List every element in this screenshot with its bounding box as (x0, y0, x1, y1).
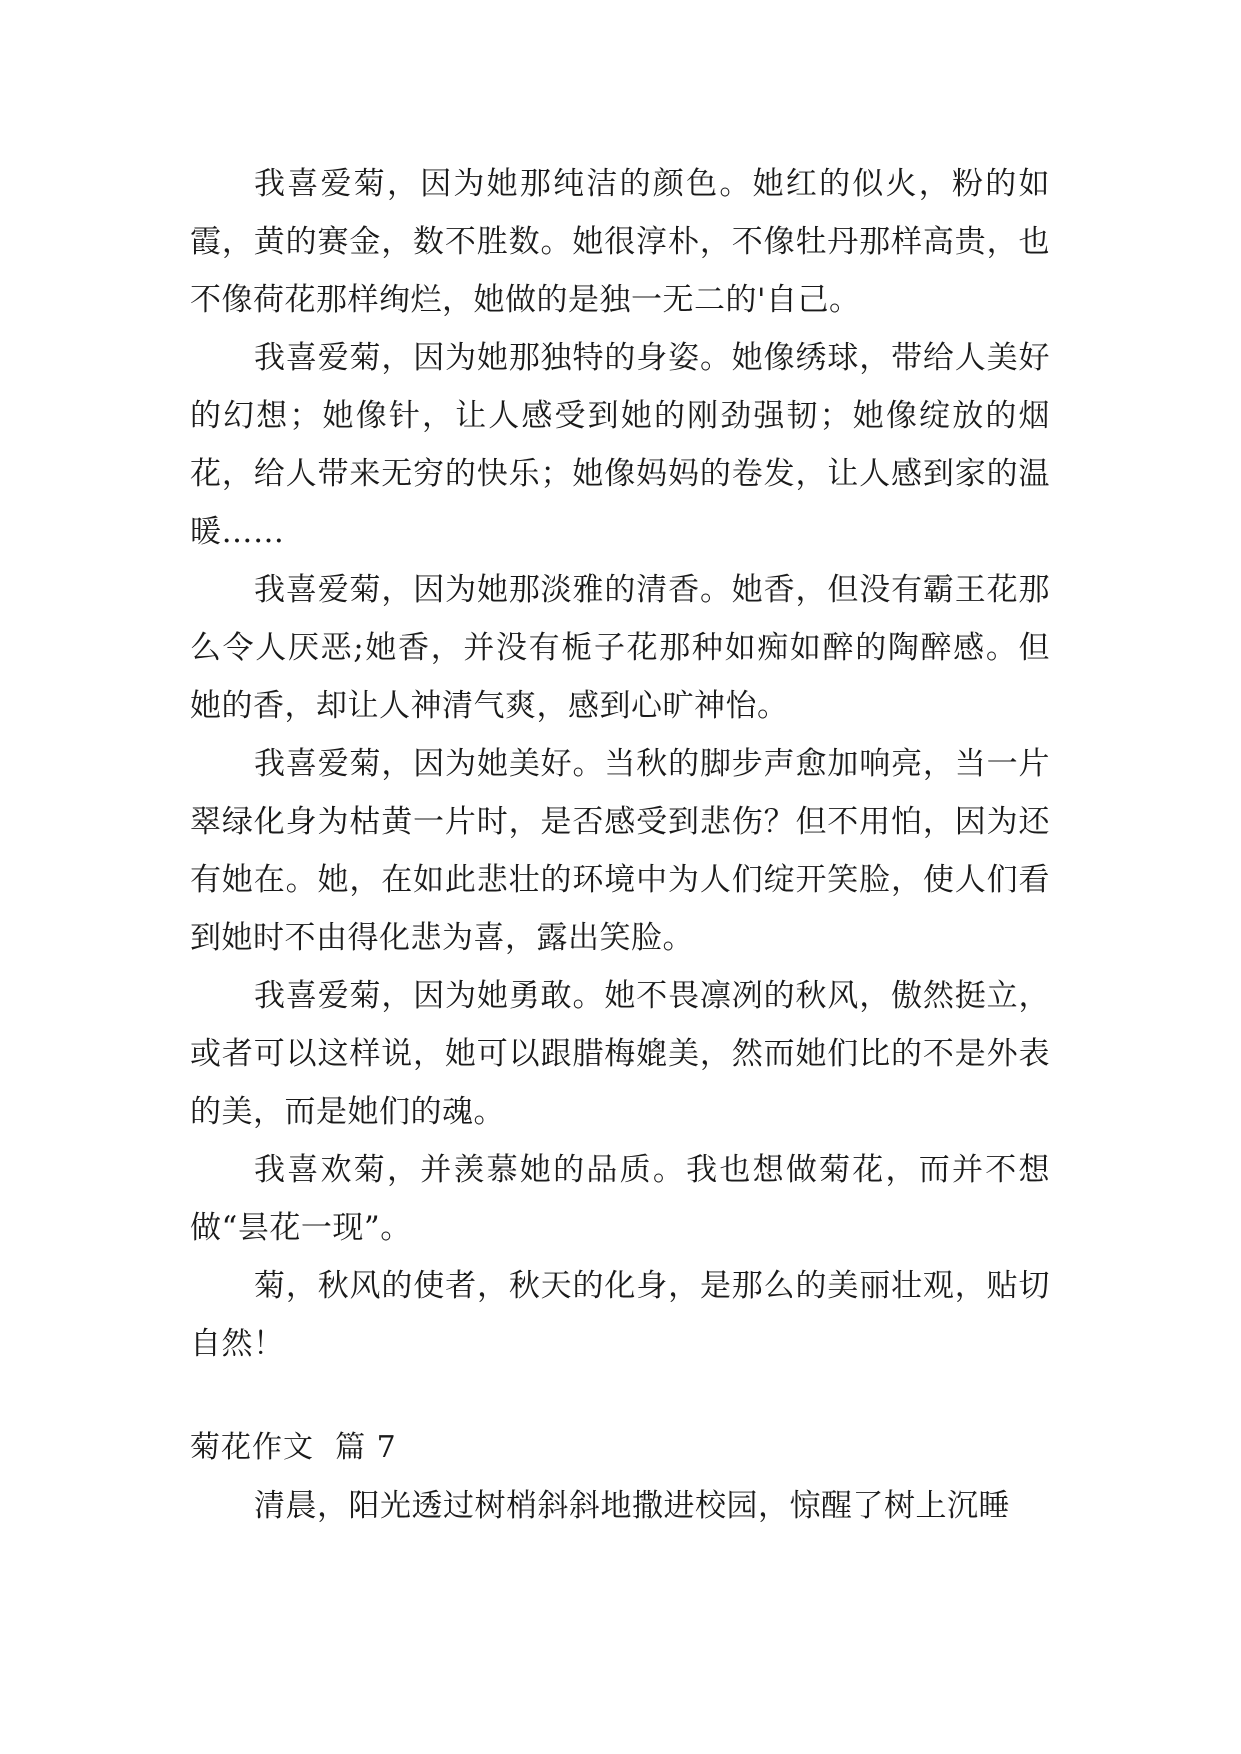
paragraph: 菊，秋风的使者，秋天的化身，是那么的美丽壮观，贴切自然！ (190, 1268, 1050, 1362)
document-page (190, 155, 1050, 1535)
paragraph: 我喜爱菊，因为她那独特的身姿。她像绣球，带给人美好的幻想；她像针，让人感受到她的刚劲强韧；她像绽放的烟花，给人带来无穷的快乐；她像妈妈的卷发，让人感到家的温暖…… (190, 340, 1050, 550)
paragraph: 我喜欢菊，并羡慕她的品质。我也想做菊花，而并不想做“昙花一现”。 (190, 1152, 1050, 1246)
paragraph: 我喜爱菊，因为她美好。当秋的脚步声愈加响亮，当一片翠绿化身为枯黄一片时，是否感受到悲伤？但不用怕，因为还有她在。她，在如此悲壮的环境中为人们绽开笑脸，使人们看到她时不由得化悲为喜，露出笑脸。 (190, 746, 1050, 956)
paragraph: 清晨，阳光透过树梢斜斜地撒进校园，惊醒了树上沉睡 (254, 1488, 1010, 1524)
paragraph: 我喜爱菊，因为她那纯洁的颜色。她红的似火，粉的如霞，黄的赛金，数不胜数。她很淳朴，不像牡丹那样高贵，也不像荷花那样绚烂，她做的是独一无二的'自己。 (190, 166, 1050, 318)
paragraph: 我喜爱菊，因为她那淡雅的清香。她香，但没有霸王花那么令人厌恶;她香，并没有栀子花那种如痴如醉的陶醉感。但她的香，却让人神清气爽，感到心旷神怡。 (190, 572, 1050, 724)
section-heading: 菊花作文 篇 7 (190, 1430, 397, 1465)
paragraph: 我喜爱菊，因为她勇敢。她不畏凛冽的秋风，傲然挺立，或者可以这样说，她可以跟腊梅媲美，然而她们比的不是外表的美，而是她们的魂。 (190, 978, 1050, 1130)
